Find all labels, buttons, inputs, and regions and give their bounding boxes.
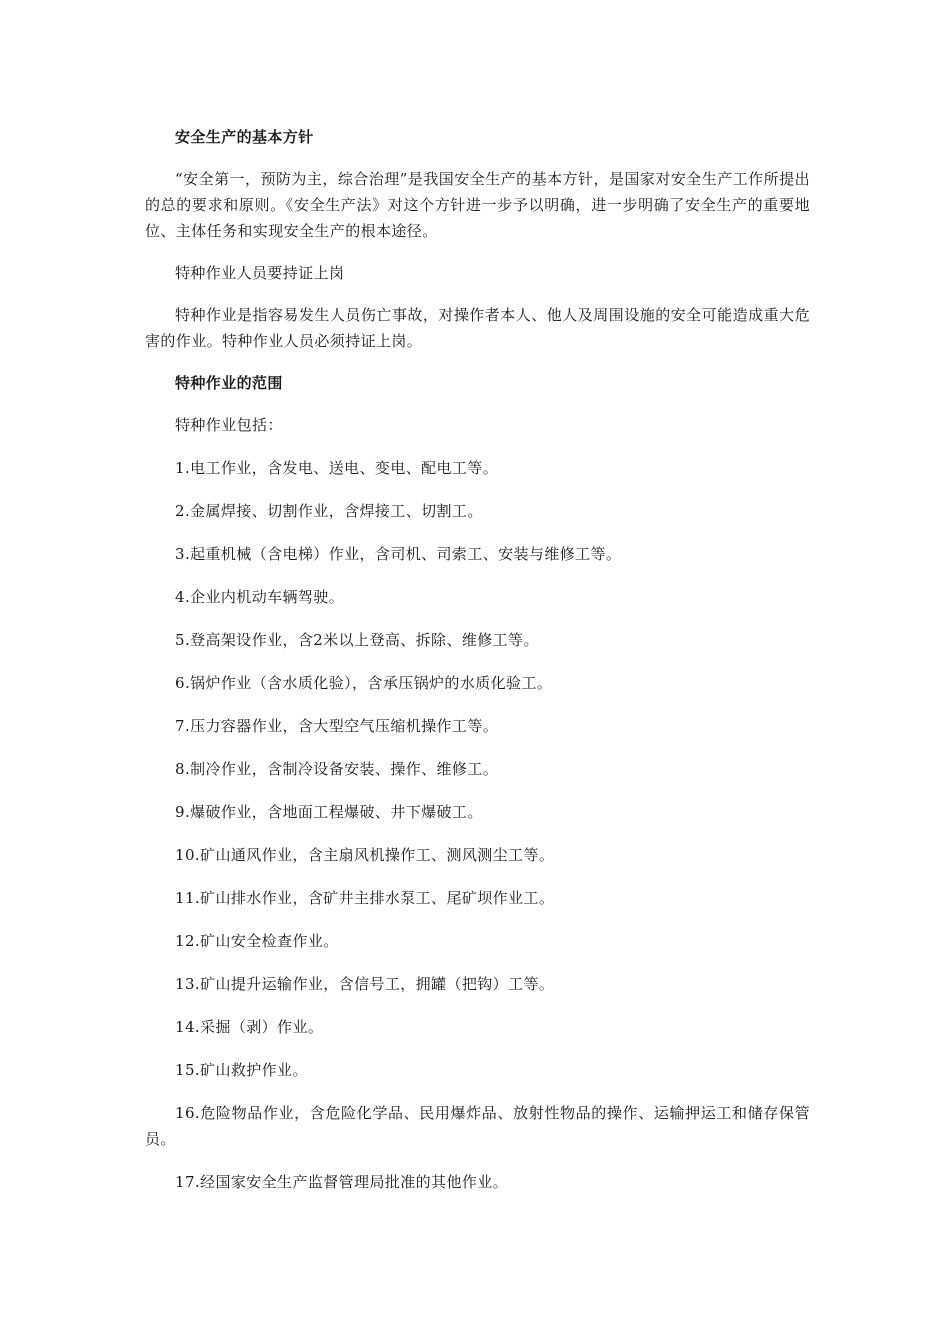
list-item: 5.登高架设作业，含2米以上登高、拆除、维修工等。 — [175, 631, 539, 649]
paragraph-scope-intro: 特种作业包括： — [175, 416, 283, 434]
paragraph-special-work-definition: 特种作业是指容易发生人员伤亡事故，对操作者本人、他人及周围设施的安全可能造成重大危害的作业。特种作业人员必须持证上岗。 — [145, 306, 810, 350]
paragraph-basic-policy: “安全第一，预防为主，综合治理”是我国安全生产的基本方针，是国家对安全生产工作所提出的总的要求和原则。《安全生产法》对这个方针进一步予以明确，进一步明确了安全生产的重要地位、主体任务和实现安全生产的根本途径。 — [145, 170, 810, 240]
list-item: 2.金属焊接、切割作业，含焊接工、切割工。 — [175, 502, 483, 520]
list-item: 13.矿山提升运输作业，含信号工，拥罐（把钩）工等。 — [175, 975, 555, 993]
list-item: 12.矿山安全检查作业。 — [175, 932, 339, 950]
list-item: 6.锅炉作业（含水质化验），含承压锅炉的水质化验工。 — [175, 674, 553, 692]
section-heading-basic-policy: 安全生产的基本方针 — [175, 128, 314, 146]
list-item: 3.起重机械（含电梯）作业，含司机、司索工、安装与维修工等。 — [175, 545, 622, 563]
section-heading-scope: 特种作业的范围 — [175, 374, 283, 392]
list-item: 16.危险物品作业，含危险化学品、民用爆炸品、放射性物品的操作、运输押运工和储存保管员。 — [145, 1104, 810, 1148]
list-item: 17.经国家安全生产监督管理局批准的其他作业。 — [175, 1173, 509, 1191]
document-body — [145, 124, 810, 1212]
list-item: 15.矿山救护作业。 — [175, 1061, 308, 1079]
list-item: 8.制冷作业，含制冷设备安装、操作、维修工。 — [175, 760, 499, 778]
list-item: 10.矿山通风作业，含主扇风机操作工、测风测尘工等。 — [175, 846, 555, 864]
list-item: 11.矿山排水作业，含矿井主排水泵工、尾矿坝作业工。 — [175, 889, 555, 907]
list-item: 1.电工作业，含发电、送电、变电、配电工等。 — [175, 459, 499, 477]
list-item: 7.压力容器作业，含大型空气压缩机操作工等。 — [175, 717, 499, 735]
section-heading-certification: 特种作业人员要持证上岗 — [175, 264, 345, 282]
list-item: 4.企业内机动车辆驾驶。 — [175, 588, 345, 606]
list-item: 9.爆破作业，含地面工程爆破、井下爆破工。 — [175, 803, 483, 821]
list-item: 14.采掘（剥）作业。 — [175, 1018, 324, 1036]
